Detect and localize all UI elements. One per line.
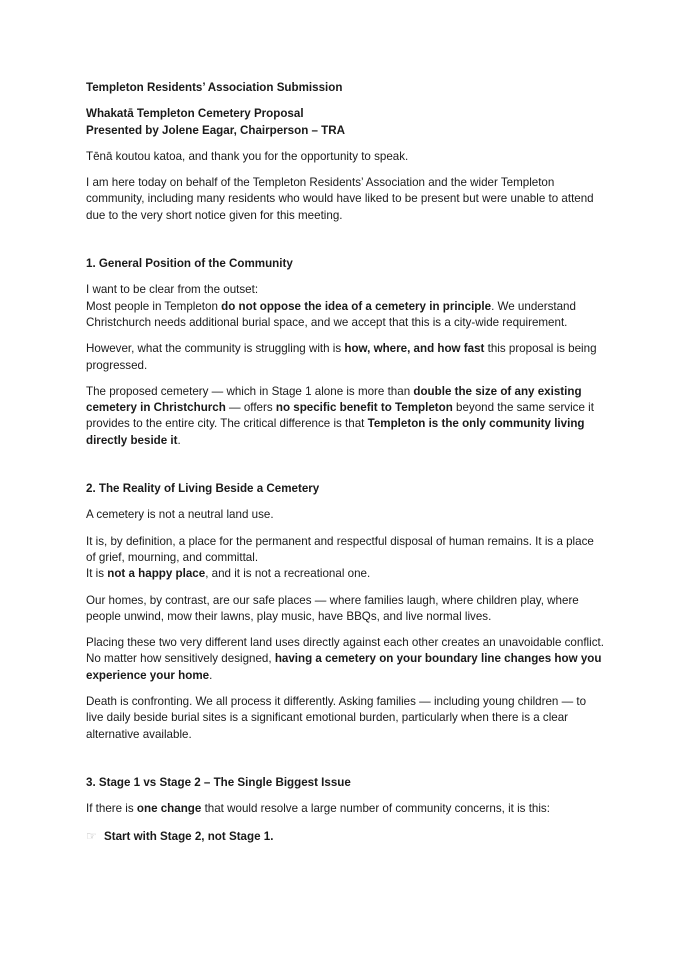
intro-paragraph: I am here today on behalf of the Templeton Residents’ Association and the wider Templeton community, including many residents who would have liked to be present but were unable to attend due to the very short notice given for this meeting. [86, 176, 594, 222]
text: that would resolve a large number of community concerns, it is this: [201, 802, 550, 816]
text: If there is [86, 802, 137, 816]
greeting-paragraph: Tēnā koutou katoa, and thank you for the opportunity to speak. [86, 149, 409, 163]
text: However, what the community is struggling with is [86, 342, 345, 356]
document-page [86, 80, 606, 855]
callout-text: Start with Stage 2, not Stage 1. [104, 829, 274, 843]
section-1-paragraph-1 [86, 282, 606, 331]
emphasis: Templeton is the only community living directly beside it [86, 417, 585, 447]
text: — offers [225, 401, 276, 415]
text: No matter how sensitively designed, [86, 652, 275, 666]
emphasis: how, where, and how fast [344, 342, 485, 356]
section-1-paragraph-2 [86, 341, 606, 374]
section-3-heading: 3. Stage 1 vs Stage 2 – The Single Biggest Issue [86, 775, 351, 789]
subtitle-presenter: Presented by Jolene Eagar, Chairperson – TRA [86, 123, 346, 137]
text: . [177, 433, 181, 447]
section-2-paragraph-3: Our homes, by contrast, are our safe places — where families laugh, where children play, where people unwind, mow their lawns, play music, have BBQs, and live normal lives. [86, 593, 579, 623]
text: I want to be clear from the outset: [86, 283, 259, 297]
section-2-paragraph-4 [86, 635, 606, 684]
section-2-paragraph-1: A cemetery is not a neutral land use. [86, 508, 274, 522]
emphasis: having a cemetery on your boundary line changes how you experience your home [86, 652, 602, 682]
section-2-paragraph-5: Death is confronting. We all process it differently. Asking families — including young children — to live daily beside burial sites is a significant emotional burden, particularly when there is a clear alternative available. [86, 695, 587, 741]
document-subtitle [86, 106, 606, 139]
section-3-callout [86, 828, 606, 845]
section-2-paragraph-2 [86, 534, 606, 583]
section-3-paragraph-1 [86, 801, 606, 817]
section-1-paragraph-3 [86, 384, 606, 449]
section-1-heading: 1. General Position of the Community [86, 257, 293, 271]
emphasis: no specific benefit to Templeton [275, 401, 453, 415]
text: It is [86, 567, 108, 581]
emphasis: one change [136, 802, 202, 816]
text: It is, by definition, a place for the permanent and respectful disposal of human remains. It is a place of grief, mourning, and committal. [86, 534, 594, 564]
emphasis: not a happy place [107, 567, 206, 581]
text: , and it is not a recreational one. [205, 567, 371, 581]
section-2-heading: 2. The Reality of Living Beside a Cemetery [86, 482, 320, 496]
subtitle-proposal: Whakatā Templeton Cemetery Proposal [86, 107, 304, 121]
text: this proposal is being progressed. [86, 342, 597, 372]
text: Most people in Templeton [86, 299, 222, 313]
text: The proposed cemetery — which in Stage 1 alone is more than [86, 384, 414, 398]
emphasis: double the size of any existing cemetery in Christchurch [86, 384, 582, 415]
text: . We understand Christchurch needs additional burial space, and we accept that this is a city-wide requirement. [86, 299, 576, 329]
text: beyond the same service it provides to the entire city. The critical difference is that [86, 401, 594, 431]
pointing-hand-icon: ☞ [86, 828, 97, 843]
text: . [209, 668, 213, 682]
text: Placing these two very different land uses directly against each other creates an unavoidable conflict. [86, 636, 604, 650]
emphasis: do not oppose the idea of a cemetery in principle [221, 299, 492, 313]
document-title: Templeton Residents’ Association Submission [86, 81, 343, 94]
